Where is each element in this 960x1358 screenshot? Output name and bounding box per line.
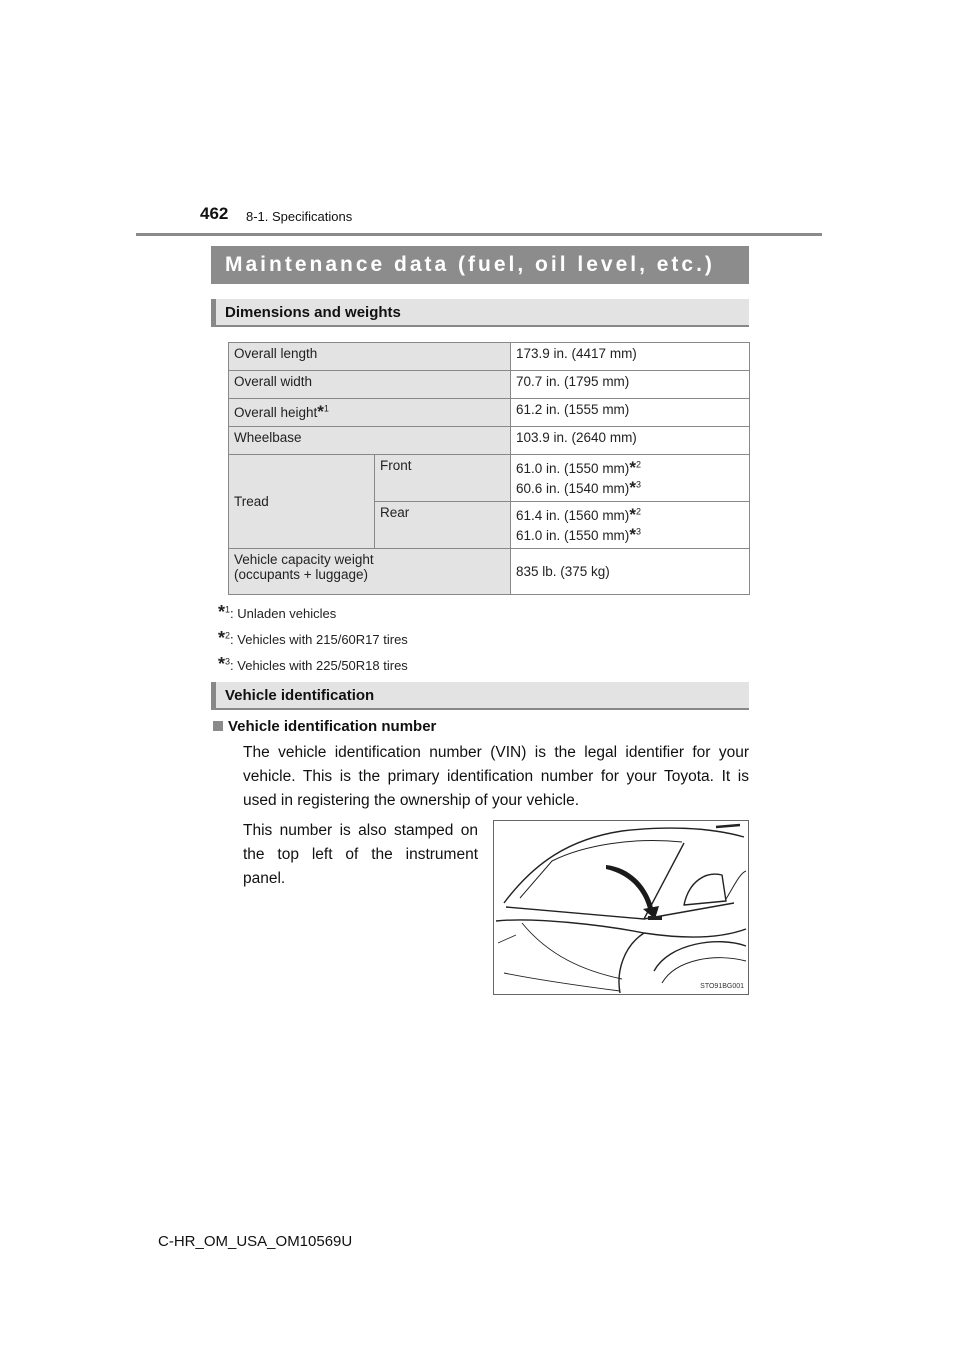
footnote-text: : Vehicles with 225/50R18 tires [230, 658, 408, 673]
square-bullet-icon [213, 721, 223, 731]
capacity-label-line1: Vehicle capacity weight [234, 552, 374, 567]
dimensions-heading: Dimensions and weights [211, 299, 749, 327]
footnote-ref: 3 [635, 526, 641, 537]
tread-front-line1: 61.0 in. (1550 mm) [516, 461, 630, 476]
vin-title: Vehicle identification number [228, 718, 437, 735]
footnote-text: : Vehicles with 215/60R17 tires [230, 632, 408, 647]
footnote-ref: 2 [635, 506, 641, 517]
footnote-asterisk: * [629, 458, 636, 477]
header-rule [136, 233, 822, 236]
car-dashboard-illustration [494, 821, 748, 994]
footnote-asterisk: * [629, 525, 636, 544]
footnote-asterisk: * [218, 628, 226, 648]
footnote-asterisk: * [218, 654, 226, 674]
page-number: 462 [200, 204, 229, 223]
overall-length-label: Overall length [229, 343, 511, 371]
capacity-value: 835 lb. (375 kg) [511, 549, 750, 595]
tread-front-line2: 60.6 in. (1540 mm) [516, 481, 630, 496]
tread-rear-line1: 61.4 in. (1560 mm) [516, 508, 630, 523]
vin-location-figure [493, 820, 749, 995]
vin-heading [213, 718, 436, 735]
vin-location-paragraph: This number is also stamped on the top left of the instrument panel. [243, 822, 478, 887]
pointer-arrow-icon [606, 865, 659, 919]
windshield-base [506, 903, 734, 919]
overall-width-label: Overall width [229, 371, 511, 399]
overall-height-text: Overall height [234, 405, 318, 420]
footnote-mark: 3 [225, 656, 231, 667]
table-row [229, 343, 750, 371]
footer-code: C-HR_OM_USA_OM10569U [158, 1233, 353, 1250]
overall-width-value: 70.7 in. (1795 mm) [511, 371, 750, 399]
footnote-mark: 2 [225, 630, 231, 641]
tread-label: Tread [229, 455, 375, 549]
table-row [229, 399, 750, 427]
footnote-ref: 1 [323, 403, 329, 414]
table-row [229, 427, 750, 455]
overall-height-value: 61.2 in. (1555 mm) [511, 399, 750, 427]
table-row [229, 549, 750, 595]
footnote-ref: 3 [635, 479, 641, 490]
wheelbase-value: 103.9 in. (2640 mm) [511, 427, 750, 455]
footnote-2 [218, 628, 408, 649]
page-title: Maintenance data (fuel, oil level, etc.) [211, 246, 749, 284]
table-row [229, 455, 750, 502]
roof-line [504, 828, 744, 903]
footnote-mark: 1 [225, 604, 231, 615]
footnote-asterisk: * [629, 478, 636, 497]
overall-length-value: 173.9 in. (4417 mm) [511, 343, 750, 371]
footnote-asterisk: * [218, 602, 226, 622]
tread-front-label: Front [375, 455, 511, 502]
footnote-ref: 2 [635, 459, 641, 470]
footnote-text: : Unladen vehicles [230, 606, 337, 621]
tread-front-value [511, 455, 750, 502]
capacity-label [229, 549, 511, 595]
overall-height-label [229, 399, 511, 427]
capacity-label-line2: (occupants + luggage) [234, 567, 368, 582]
section-title: 8-1. Specifications [246, 209, 353, 224]
table-row [229, 371, 750, 399]
wheelbase-label: Wheelbase [229, 427, 511, 455]
dimensions-table [228, 342, 750, 595]
tread-rear-line2: 61.0 in. (1550 mm) [516, 528, 630, 543]
tread-rear-label: Rear [375, 502, 511, 549]
footnote-asterisk: * [629, 505, 636, 524]
tread-rear-value [511, 502, 750, 549]
footnote-1 [218, 602, 336, 623]
figure-code: STO91BG001 [700, 983, 744, 990]
footnote-3 [218, 654, 408, 675]
vin-paragraph: The vehicle identification number (VIN) is the legal identifier for your vehicle. This is the primary identification number for your Toyota. It is used in registering the ownership of your vehicle. [243, 744, 749, 809]
vehicle-identification-heading: Vehicle identification [211, 682, 749, 710]
side-mirror [684, 874, 726, 905]
footnote-asterisk: * [317, 402, 324, 421]
vin-plate-icon [648, 916, 662, 920]
